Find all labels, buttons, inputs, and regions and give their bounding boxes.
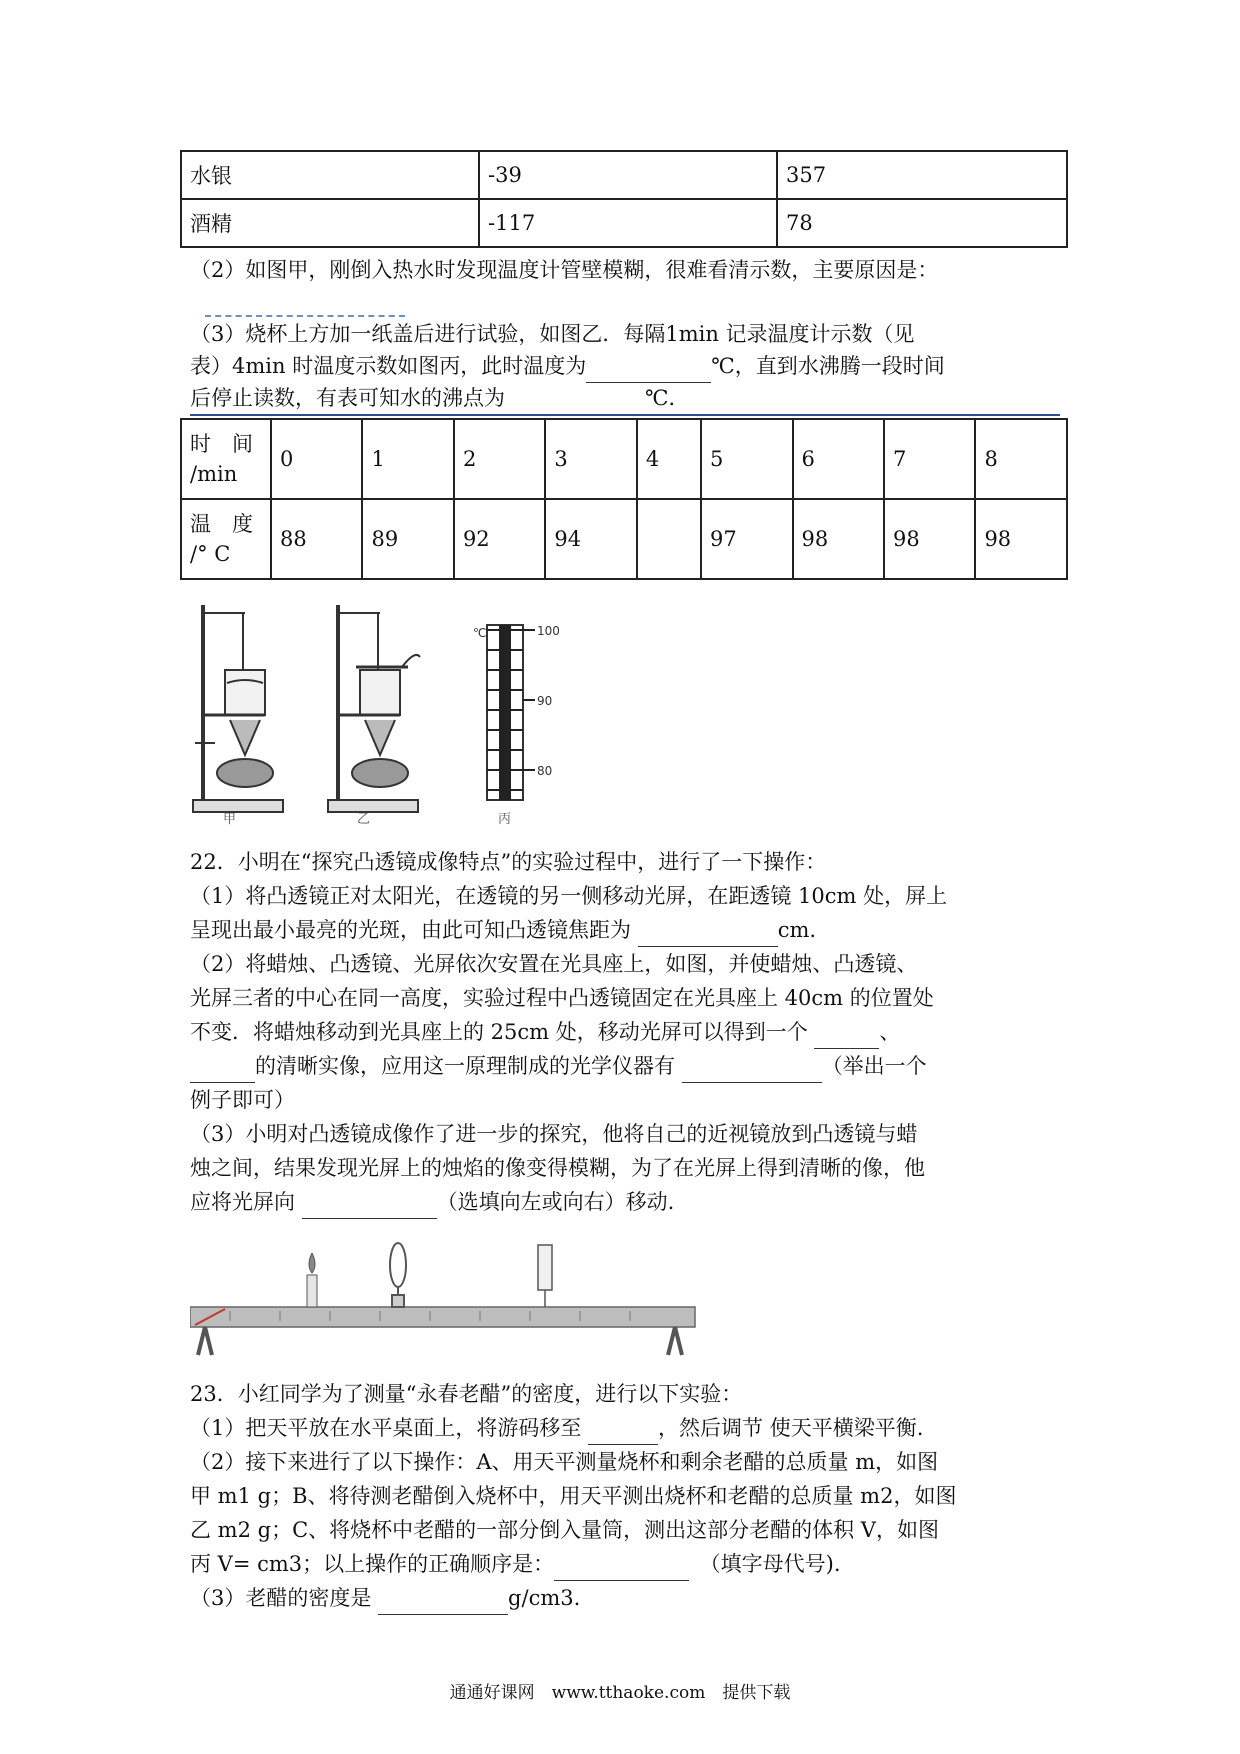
table-cell: 357 <box>777 151 1067 199</box>
q22-line6: 不变．将蜡烛移动到光具座上的 25cm 处，移动光屏可以得到一个 、 <box>190 1016 900 1049</box>
table-row <box>181 419 1067 499</box>
table-cell: 1 <box>362 419 453 499</box>
apparatus-jia <box>193 605 283 812</box>
table-cell: 89 <box>362 499 453 579</box>
q22-line5: 光屏三者的中心在同一高度，实验过程中凸透镜固定在光具座上 40cm 的位置处 <box>190 986 934 1010</box>
table-cell: 8 <box>975 419 1067 499</box>
table-cell: 94 <box>545 499 636 579</box>
table-cell: 97 <box>701 499 792 579</box>
thermo-tick: 100 <box>537 624 560 638</box>
apparatus-yi <box>328 605 420 812</box>
q22-line7: 的清晰实像，应用这一原理制成的光学仪器有 （举出一个 <box>190 1050 927 1083</box>
table-cell: 6 <box>793 419 884 499</box>
q22-line8: 例子即可） <box>190 1088 295 1112</box>
table-cell: 92 <box>454 499 545 579</box>
temperature-table <box>180 418 1068 580</box>
answer-blank <box>554 1548 689 1581</box>
q22-line2: （1）将凸透镜正对太阳光，在透镜的另一侧移动光屏，在距透镜 10cm 处，屏上 <box>190 884 948 908</box>
answer-blank <box>505 382 645 415</box>
table-cell: -39 <box>479 151 777 199</box>
table-cell: 5 <box>701 419 792 499</box>
answer-blank <box>682 1050 822 1083</box>
q21-part3-line3: 后停止读数，有表可知水的沸点为 ℃． <box>190 382 690 415</box>
page-footer: 通通好课网 www.tthaoke.com 提供下载 <box>449 1683 791 1703</box>
table-cell: 水银 <box>181 151 479 199</box>
q22-line10: 烛之间，结果发现光屏上的烛焰的像变得模糊，为了在光屏上得到清晰的像，他 <box>190 1156 925 1180</box>
q21-part2: （2）如图甲，刚倒入热水时发现温度计管壁模糊，很难看清示数，主要原因是： <box>190 258 939 282</box>
q22-line4: （2）将蜡烛、凸透镜、光屏依次安置在光具座上，如图，并使蜡烛、凸透镜、 <box>190 952 918 976</box>
answer-blank <box>588 1412 658 1445</box>
answer-blank <box>814 1016 879 1049</box>
q22-line11: 应将光屏向 （选填向左或向右）移动. <box>190 1186 674 1219</box>
thermo-unit: ℃ <box>473 626 487 640</box>
q23-line6: 丙 V= cm3；以上操作的正确顺序是： （填字母代号). <box>190 1548 841 1581</box>
table-cell: 78 <box>777 199 1067 247</box>
label-yi: 乙 <box>357 812 371 825</box>
q22-line1: 22．小明在“探究凸透镜成像特点”的实验过程中，进行了一下操作： <box>190 850 827 874</box>
thermo-tick: 90 <box>537 694 553 708</box>
melting-boiling-table <box>180 150 1068 248</box>
label-bing: 丙 <box>498 812 512 825</box>
q23-line3: （2）接下来进行了以下操作：A、用天平测量烧杯和剩余老醋的总质量 m，如图 <box>190 1450 939 1474</box>
divider <box>190 414 1060 416</box>
answer-blank <box>586 350 711 383</box>
answer-blank <box>190 1050 255 1083</box>
candle <box>307 1253 317 1307</box>
table-cell <box>637 499 701 579</box>
q23-line7: （3）老醋的密度是 g/cm3. <box>190 1582 580 1615</box>
convex-lens <box>390 1243 406 1307</box>
table-cell: 98 <box>793 499 884 579</box>
answer-blank <box>302 1186 437 1219</box>
table-header-temp: 温 度 /° C <box>181 499 271 579</box>
optical-bench-figure <box>190 1235 700 1365</box>
table-row <box>181 199 1067 247</box>
q21-part3-line2: 表）4min 时温度示数如图丙，此时温度为 ℃，直到水沸腾一段时间 <box>190 350 945 383</box>
q23-line1: 23．小红同学为了测量“永春老醋”的密度，进行以下实验： <box>190 1382 743 1406</box>
q23-line5: 乙 m2 g；C、将烧杯中老醋的一部分倒入量筒，测出这部分老醋的体积 V，如图 <box>190 1518 939 1542</box>
table-row <box>181 499 1067 579</box>
table-cell: -117 <box>479 199 777 247</box>
thermo-tick: 80 <box>537 764 553 778</box>
label-jia: 甲 <box>223 812 237 825</box>
boiling-apparatus-figure <box>185 595 575 825</box>
table-row <box>181 151 1067 199</box>
q22-line3: 呈现出最小最亮的光斑，由此可知凸透镜焦距为 cm. <box>190 914 816 947</box>
q23-line4: 甲 m1 g；B、将待测老醋倒入烧杯中，用天平测出烧杯和老醋的总质量 m2，如图 <box>190 1484 957 1508</box>
answer-blank <box>378 1582 508 1615</box>
light-screen <box>538 1245 552 1307</box>
table-cell: 98 <box>884 499 975 579</box>
table-header-time: 时 间 /min <box>181 419 271 499</box>
thermometer-bing <box>487 625 535 800</box>
table-cell: 7 <box>884 419 975 499</box>
table-cell: 88 <box>271 499 362 579</box>
table-cell: 酒精 <box>181 199 479 247</box>
q23-line2: （1）把天平放在水平桌面上，将游码移至 ，然后调节 使天平横梁平衡. <box>190 1412 923 1445</box>
q21-part3-line1: （3）烧杯上方加一纸盖后进行试验，如图乙．每隔1min 记录温度计示数（见 <box>190 322 915 346</box>
table-cell: 2 <box>454 419 545 499</box>
table-cell: 0 <box>271 419 362 499</box>
q22-line9: （3）小明对凸透镜成像作了进一步的探究，他将自己的近视镜放到凸透镜与蜡 <box>190 1122 918 1146</box>
table-cell: 3 <box>545 419 636 499</box>
table-cell: 98 <box>975 499 1067 579</box>
table-cell: 4 <box>637 419 701 499</box>
answer-blank <box>638 914 778 947</box>
